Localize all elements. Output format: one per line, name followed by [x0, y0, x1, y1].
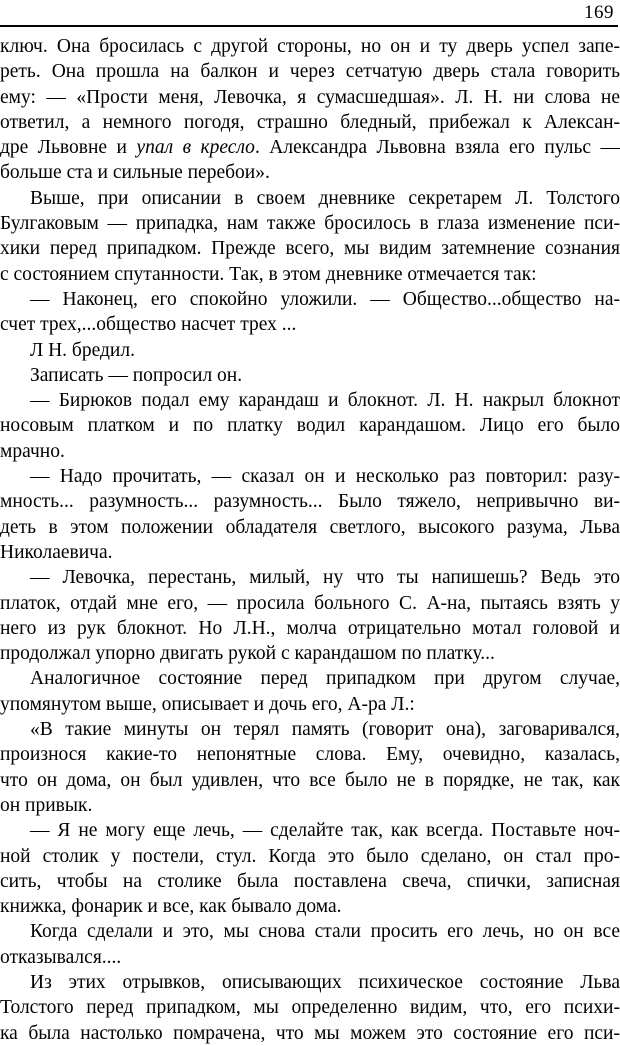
text-segment: . Александра Львовна взяла его пульс —: [254, 137, 620, 159]
body-text: [0, 34, 620, 1046]
text-line: отказывался....: [0, 946, 122, 968]
text-line: — Левочка, перестань, милый, ну что ты напишешь? Ведь это: [30, 567, 620, 589]
header-rule: [0, 25, 618, 27]
text-line: ключ. Она бросилась с другой стороны, но он и ту дверь успел запе-: [0, 36, 620, 57]
text-line: Аналогичное состояние перед припадком при другом случае,: [30, 668, 620, 690]
text-line: ответил, а немного погодя, страшно бледный, прибежал к Алексан-: [0, 111, 620, 133]
italic-text: упал в кресло: [136, 137, 255, 159]
text-line: ной столик у постели, стул. Когда это было сделано, он стал про-: [0, 845, 620, 867]
text-line: «В такие минуты он терял память (говорит она), заговаривался,: [30, 719, 620, 741]
text-line: мрачно.: [0, 440, 65, 462]
text-line: хики перед припадком. Прежде всего, мы видим затемнение сознания: [0, 238, 620, 260]
text-line: мность... разумность... разумность... Было тяжело, непривычно ви-: [0, 491, 620, 513]
text-line: Выше, при описании в своем дневнике секретарем Л. Толстого: [30, 187, 620, 209]
text-line: Записать — попросил он.: [30, 364, 243, 386]
text-line: Толстого перед припадком, мы определенно видим, что, его психи-: [0, 997, 620, 1019]
text-line: деть в этом положении обладателя светлого, высокого разума, Льва: [0, 516, 620, 538]
text-line: Из этих отрывков, описывающих психическое состояние Льва: [30, 971, 620, 993]
page-number: 169: [584, 2, 614, 23]
text-line: Николаевича.: [0, 541, 113, 563]
text-segment: дре Львовне и: [0, 137, 137, 159]
text-line: продолжал упорно двигать рукой с карандашом по платку...: [0, 643, 495, 665]
text-line: ка была настолько помрачена, что мы можем это состояние его пси-: [0, 1022, 620, 1044]
text-line: — Бирюков подал ему карандаш и блокнот. Л. Н. накрыл блокнот: [30, 390, 620, 412]
text-line: Л Н. бредил.: [30, 339, 135, 361]
text-line: произнося какие-то непонятные слова. Ему, очевидно, казалась,: [0, 744, 620, 766]
text-line: — Я не могу еще лечь, — сделайте так, как всегда. Поставьте ноч-: [30, 820, 620, 842]
text-line: [0, 135, 620, 160]
text-line: Булгаковым — припадка, нам также бросилось в глаза изменение пси-: [0, 213, 620, 235]
text-line: — Надо прочитать, — сказал он и несколько раз повторил: разу-: [30, 466, 620, 488]
text-line: книжка, фонарик и все, как бывало дома.: [0, 896, 342, 918]
text-line: — Наконец, его спокойно уложили. — Общество...общество на-: [30, 288, 620, 310]
text-line: с состоянием спутанности. Так, в этом дневнике отмечается так:: [0, 263, 537, 285]
text-line: платок, отдай мне его, — просила больного С. А-на, пытаясь взять у: [0, 592, 620, 614]
text-line: сить, чтобы на столике была поставлена свеча, спички, записная: [0, 870, 620, 892]
text-line: что он дома, он был удивлен, что все было не в порядке, не так, как: [0, 769, 620, 791]
text-line: Когда сделали и это, мы снова стали просить его лечь, но он все: [30, 921, 620, 943]
text-line: реть. Она прошла на балкон и через сетчатую дверь стала говорить: [0, 61, 620, 83]
text-line: ему: — «Прости меня, Левочка, я сумасшедшая». Л. Н. ни слова не: [0, 86, 620, 108]
text-line: упомянутом выше, описывает и дочь его, А-ра Л.:: [0, 693, 415, 715]
text-line: него из рук блокнот. Но Л.Н., молча отрицательно мотал головой и: [0, 617, 620, 639]
text-line: больше ста и сильные перебои».: [0, 162, 270, 184]
text-line: он привык.: [0, 794, 93, 816]
text-line: счет трех,...общество насчет трех ...: [0, 314, 297, 336]
text-line: носовым платком и по платку водил карандашом. Лицо его было: [0, 415, 620, 437]
